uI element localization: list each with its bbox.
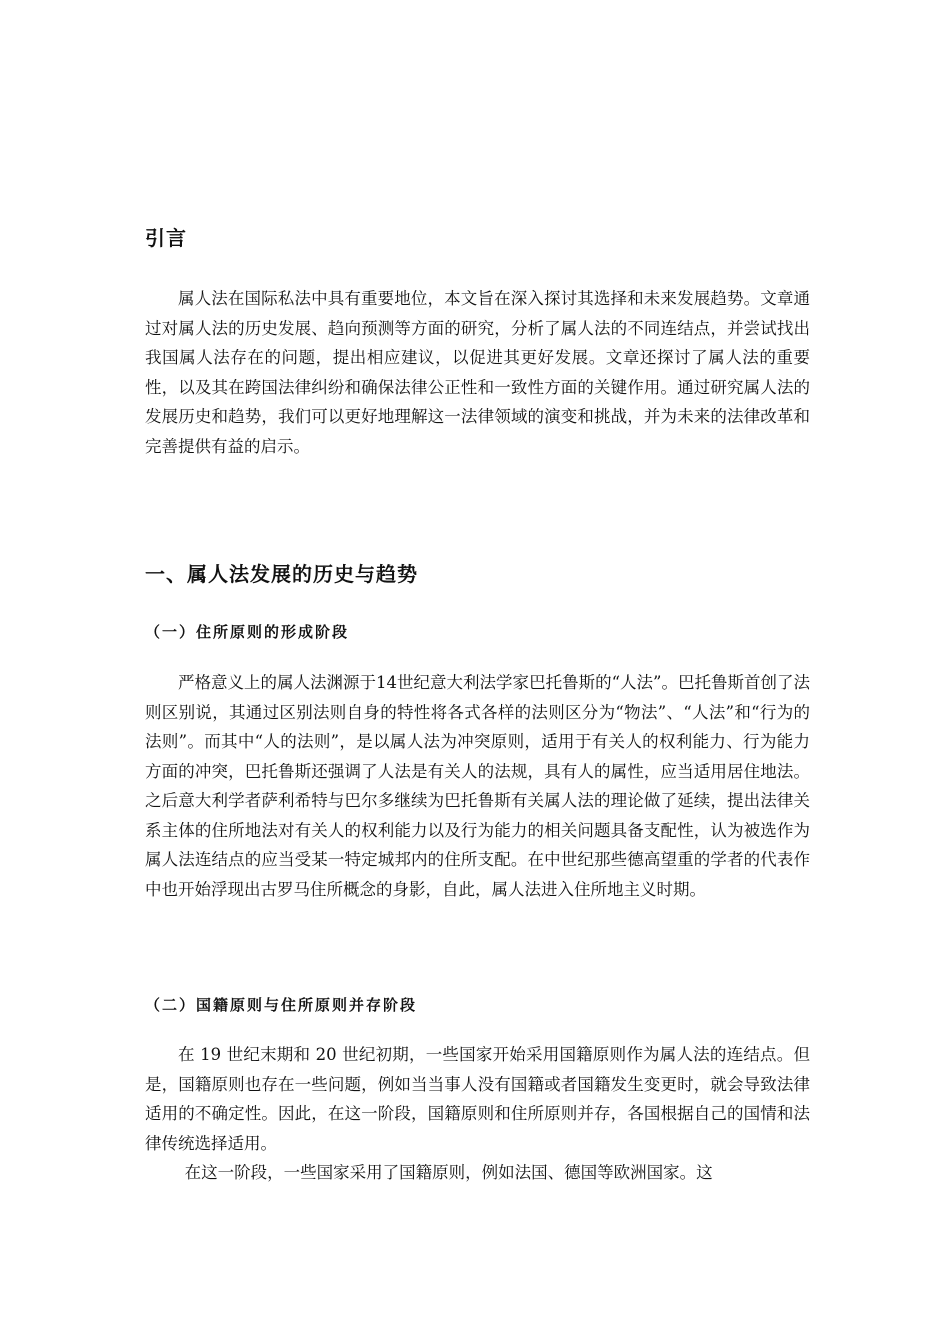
- subsection-1-heading: （一）住所原则的形成阶段: [145, 623, 350, 641]
- intro-heading: 引言: [145, 226, 187, 250]
- subsection-2-heading: （二）国籍原则与住所原则并存阶段: [145, 996, 418, 1014]
- section-1-heading: 一、属人法发展的历史与趋势: [145, 562, 418, 586]
- intro-paragraph: 属人法在国际私法中具有重要地位，本文旨在深入探讨其选择和未来发展趋势。文章通过对属人法的历史发展、趋向预测等方面的研究，分析了属人法的不同连结点，并尝试找出我国属人法存在的问题，提出相应建议，以促进其更好发展。文章还探讨了属人法的重要性，以及其在跨国法律纠纷和确保法律公正性和一致性方面的关键作用。通过研究属人法的发展历史和趋势，我们可以更好地理解这一法律领域的演变和挑战，并为未来的法律改革和完善提供有益的启示。: [145, 289, 810, 456]
- subsection-1-paragraph: 严格意义上的属人法渊源于14世纪意大利法学家巴托鲁斯的“人法”。巴托鲁斯首创了法则区别说，其通过区别法则自身的特性将各式各样的法则区分为“物法”、“人法”和“行为的法则”。而其中“人的法则”，是以属人法为冲突原则，适用于有关人的权利能力、行为能力方面的冲突，巴托鲁斯还强调了人法是有关人的法规，具有人的属性，应当适用居住地法。之后意大利学者萨利希特与巴尔多继续为巴托鲁斯有关属人法的理论做了延续，提出法律关系主体的住所地法对有关人的权利能力以及行为能力的相关问题具备支配性，认为被选作为属人法连结点的应当受某一特定城邦内的住所支配。在中世纪那些德高望重的学者的代表作中也开始浮现出古罗马住所概念的身影，自此，属人法进入住所地主义时期。: [145, 673, 810, 899]
- subsection-2-paragraph-2: 在这一阶段，一些国家采用了国籍原则，例如法国、德国等欧洲国家。这: [184, 1163, 713, 1182]
- subsection-2-paragraph-1: 在 19 世纪末期和 20 世纪初期，一些国家开始采用国籍原则作为属人法的连结点。但是，国籍原则也存在一些问题，例如当当事人没有国籍或者国籍发生变更时，就会导致法律适用的不确定性。因此，在这一阶段，国籍原则和住所原则并存，各国根据自己的国情和法律传统选择适用。: [145, 1045, 810, 1153]
